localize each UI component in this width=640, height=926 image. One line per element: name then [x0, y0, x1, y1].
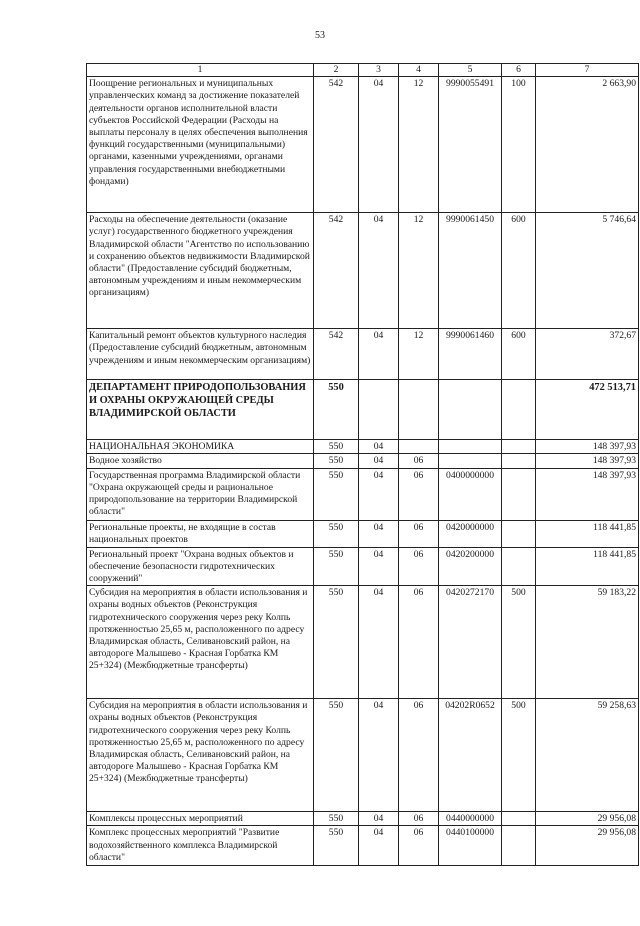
row-csr [439, 454, 502, 468]
row-pr: 12 [399, 77, 439, 213]
row-pr: 06 [399, 547, 439, 586]
header-cell: 2 [314, 64, 359, 77]
row-vr: 600 [502, 213, 536, 329]
row-name: Региональный проект "Охрана водных объектов и обеспечение безопасности гидротехнических сооружений" [87, 547, 314, 586]
row-sum: 59 183,22 [536, 586, 639, 699]
row-csr: 04202R0652 [439, 699, 502, 812]
row-gr: 550 [314, 380, 359, 440]
row-gr: 550 [314, 520, 359, 547]
row-rz: 04 [359, 520, 399, 547]
row-rz: 04 [359, 468, 399, 520]
row-gr: 550 [314, 468, 359, 520]
row-name: Поощрение региональных и муниципальных управленческих команд за достижение показателей деятельности органов исполнительной власти субъектов Российской Федерации (Расходы на выплаты персоналу в целях обеспечения выполнения функций государственными (муниципальными) органами, казенными учреждениями, органами управления государственными внебюджетными фондами) [87, 77, 314, 213]
row-pr: 06 [399, 520, 439, 547]
row-pr: 06 [399, 826, 439, 866]
row-pr: 06 [399, 812, 439, 826]
row-rz: 04 [359, 213, 399, 329]
row-csr: 0440100000 [439, 826, 502, 866]
table-row [87, 468, 639, 520]
row-sum: 118 441,85 [536, 520, 639, 547]
header-cell: 1 [87, 64, 314, 77]
table-row [87, 454, 639, 468]
row-name: Водное хозяйство [87, 454, 314, 468]
row-pr: 12 [399, 329, 439, 380]
row-pr: 06 [399, 454, 439, 468]
table-row [87, 547, 639, 586]
row-csr: 0420272170 [439, 586, 502, 699]
budget-table [86, 63, 639, 866]
row-name: Субсидия на мероприятия в области использования и охраны водных объектов (Реконструкция гидротехнического сооружения через реку Колпь протяженностью 25,65 м, расположенного по адресу Владимирская область, Селивановский район, на автодороге Малышево - Красная Горбатка КМ 25+324) (Межбюджетные трансферты) [87, 586, 314, 699]
header-cell: 4 [399, 64, 439, 77]
row-gr: 550 [314, 440, 359, 454]
table-row [87, 77, 639, 213]
row-sum: 372,67 [536, 329, 639, 380]
row-vr [502, 454, 536, 468]
row-rz: 04 [359, 547, 399, 586]
row-vr [502, 547, 536, 586]
row-pr [399, 380, 439, 440]
row-csr [439, 440, 502, 454]
row-sum: 2 663,90 [536, 77, 639, 213]
row-vr: 100 [502, 77, 536, 213]
row-csr: 9990061450 [439, 213, 502, 329]
row-name: Государственная программа Владимирской области "Охрана окружающей среды и рациональное природопользование на территории Владимирской области" [87, 468, 314, 520]
table-row [87, 826, 639, 866]
row-vr: 500 [502, 699, 536, 812]
header-cell: 6 [502, 64, 536, 77]
row-vr: 500 [502, 586, 536, 699]
row-csr: 0420200000 [439, 547, 502, 586]
row-vr [502, 812, 536, 826]
row-csr: 0420000000 [439, 520, 502, 547]
header-cell: 5 [439, 64, 502, 77]
row-rz: 04 [359, 77, 399, 213]
row-gr: 550 [314, 586, 359, 699]
header-cell: 7 [536, 64, 639, 77]
row-gr: 550 [314, 812, 359, 826]
row-gr: 550 [314, 547, 359, 586]
row-gr: 542 [314, 77, 359, 213]
row-sum: 472 513,71 [536, 380, 639, 440]
row-rz: 04 [359, 440, 399, 454]
table-row [87, 520, 639, 547]
row-name: Региональные проекты, не входящие в состав национальных проектов [87, 520, 314, 547]
row-sum: 148 397,93 [536, 468, 639, 520]
row-csr [439, 380, 502, 440]
row-vr [502, 826, 536, 866]
row-pr: 06 [399, 699, 439, 812]
row-name: Комплексы процессных мероприятий [87, 812, 314, 826]
row-gr: 542 [314, 213, 359, 329]
row-csr: 0400000000 [439, 468, 502, 520]
row-vr [502, 440, 536, 454]
table-header-row [87, 64, 639, 77]
row-sum: 29 956,08 [536, 826, 639, 866]
row-rz: 04 [359, 826, 399, 866]
row-name: Расходы на обеспечение деятельности (оказание услуг) государственного бюджетного учреждения Владимирской области "Агентство по использованию и сохранению объектов недвижимости Владимирской области" (Предоставление субсидий бюджетным, автономным учреждениям и иным некоммерческим организациям) [87, 213, 314, 329]
page-number: 53 [315, 30, 325, 41]
row-vr [502, 520, 536, 547]
row-rz [359, 380, 399, 440]
row-name: ДЕПАРТАМЕНТ ПРИРОДОПОЛЬЗОВАНИЯ И ОХРАНЫ ОКРУЖАЮЩЕЙ СРЕДЫ ВЛАДИМИРСКОЙ ОБЛАСТИ [87, 380, 314, 440]
row-pr [399, 440, 439, 454]
row-pr: 06 [399, 586, 439, 699]
row-sum: 29 956,08 [536, 812, 639, 826]
row-vr [502, 468, 536, 520]
row-rz: 04 [359, 586, 399, 699]
row-gr: 550 [314, 826, 359, 866]
row-gr: 550 [314, 454, 359, 468]
row-csr: 0440000000 [439, 812, 502, 826]
table-row-department [87, 380, 639, 440]
row-sum: 5 746,64 [536, 213, 639, 329]
row-csr: 9990055491 [439, 77, 502, 213]
row-name: НАЦИОНАЛЬНАЯ ЭКОНОМИКА [87, 440, 314, 454]
table-row [87, 812, 639, 826]
table-row [87, 699, 639, 812]
row-gr: 542 [314, 329, 359, 380]
table-row [87, 440, 639, 454]
row-name: Субсидия на мероприятия в области использования и охраны водных объектов (Реконструкция гидротехнического сооружения через реку Колпь протяженностью 25,65 м, расположенного по адресу Владимирская область, Селивановский район, на автодороге Малышево - Красная Горбатка КМ 25+324) (Межбюджетные трансферты) [87, 699, 314, 812]
row-rz: 04 [359, 454, 399, 468]
table-row [87, 213, 639, 329]
row-sum: 148 397,93 [536, 440, 639, 454]
header-cell: 3 [359, 64, 399, 77]
row-gr: 550 [314, 699, 359, 812]
table-row [87, 586, 639, 699]
row-rz: 04 [359, 699, 399, 812]
row-name: Комплекс процессных мероприятий "Развитие водохозяйственного комплекса Владимирской области" [87, 826, 314, 866]
row-name: Капитальный ремонт объектов культурного наследия (Предоставление субсидий бюджетным, автономным учреждениям и иным некоммерческим организациям) [87, 329, 314, 380]
row-rz: 04 [359, 812, 399, 826]
row-pr: 06 [399, 468, 439, 520]
row-vr [502, 380, 536, 440]
row-pr: 12 [399, 213, 439, 329]
row-sum: 148 397,93 [536, 454, 639, 468]
row-vr: 600 [502, 329, 536, 380]
row-sum: 118 441,85 [536, 547, 639, 586]
table-row [87, 329, 639, 380]
row-rz: 04 [359, 329, 399, 380]
row-csr: 9990061460 [439, 329, 502, 380]
row-sum: 59 258,63 [536, 699, 639, 812]
